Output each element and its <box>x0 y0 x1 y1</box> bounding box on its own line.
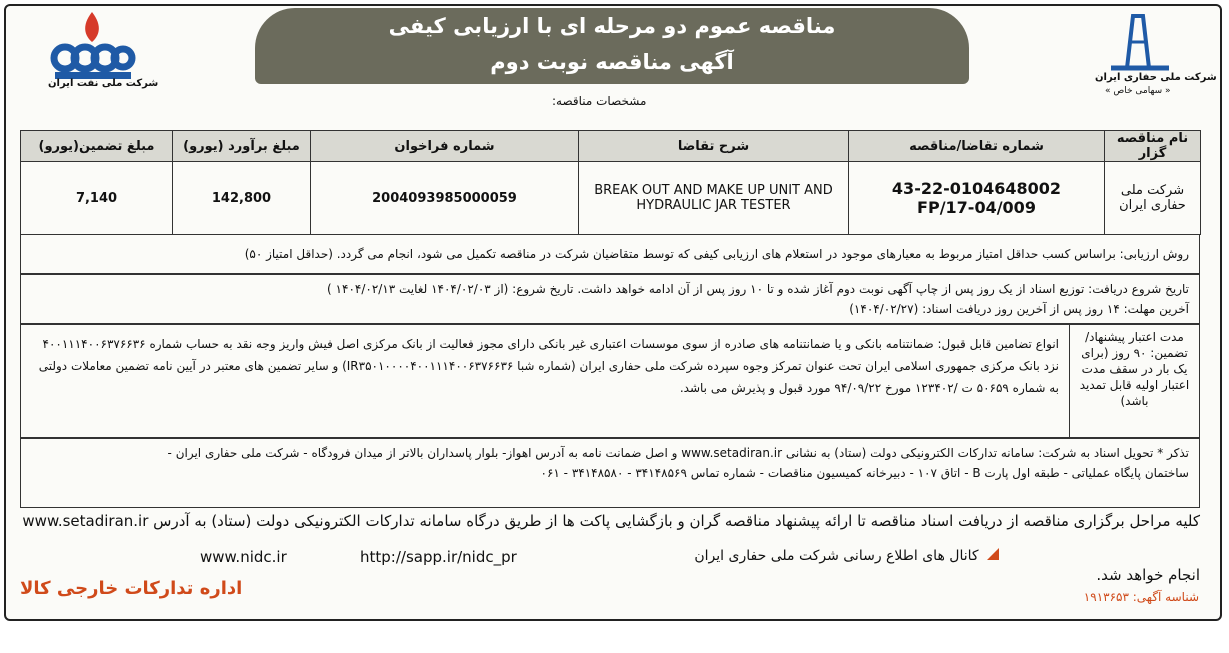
nidc-link[interactable]: www.nidc.ir <box>200 548 287 566</box>
header-call-no: شماره فراخوان <box>311 131 579 162</box>
guarantee-row <box>20 324 1200 438</box>
department-label: اداره تدارکات خارجی کالا <box>20 578 243 599</box>
guarantee-types: انواع تضامین قابل قبول: ضمانتنامه بانکی و یا ضمانتنامه های صادره از سوی موسسات اعتباری غیر بانکی دارای مجوز فعالیت از بانک مرکزی اصل فیش واریز وجه نقد به حساب شماره ۴۰۰۱۱۱۴۰۰۶۳۷۶۶۳۶ نزد بانک مرکزی جمهوری اسلامی ایران تحت عنوان تمرکز وجوه سپرده شرکت ملی حفاری ایران (شماره شبا IR۳۵۰۱۰۰۰۰۴۰۰۱۱۱۴۰۰۶۳۷۶۶۳۶) و سایر تضمین های معتبر در آیین نامه تضمین معاملات دولتی به شماره ۵۰۶۵۹ ت /۱۲۳۴۰۲ مورخ ۹۴/۰۹/۲۲ مورد قبول و پذیرش می باشد. <box>38 337 1059 395</box>
tender-table <box>20 130 1201 235</box>
title-line-2: آگهی مناقصه نوبت دوم <box>490 50 734 74</box>
channels-label <box>694 548 999 564</box>
header-estimate: مبلغ برآورد (یورو) <box>173 131 311 162</box>
cell-estimate: 142,800 <box>173 162 311 235</box>
request-no-1: 43-22-0104648002 <box>891 179 1062 198</box>
cell-request-no <box>849 162 1105 235</box>
cell-tenderer: شرکت ملی حفاری ایران <box>1105 162 1201 235</box>
evaluation-method: روش ارزیابی: براساس کسب حداقل امتیاز مربوط به معیارهای موجود در استعلام های ارزیابی کیفی که توسط متقاضیان شرکت در مناقصه تکمیل می شود، انجام می گردد. (حداقل امتیاز ۵۰) <box>20 234 1200 274</box>
header-description: شرح تقاضا <box>579 131 849 162</box>
dates-row <box>20 274 1200 324</box>
request-no-2: FP/17-04/009 <box>917 198 1036 217</box>
sapp-link[interactable]: http://sapp.ir/nidc_pr <box>360 548 517 566</box>
title-banner <box>255 8 969 84</box>
footer-line-2: انجام خواهد شد. <box>1096 566 1200 584</box>
header-tenderer: نام مناقصه گزار <box>1105 131 1201 162</box>
nidc-logo-caption-2: « سهامی خاص » <box>1105 86 1171 96</box>
cell-description: BREAK OUT AND MAKE UP UNIT AND HYDRAULIC JAR TESTER <box>579 162 849 235</box>
note-row <box>20 438 1200 508</box>
cell-call-no: 2004093985000059 <box>311 162 579 235</box>
footer-line-1: کلیه مراحل برگزاری مناقصه از دریافت اسناد مناقصه تا ارائه پیشنهاد مناقصه گران و بازگشایی پاکت ها از طریق درگاه سامانه تدارکات الکترونیکی دولت (ستاد) به آدرس www.setadiran.ir <box>22 512 1200 530</box>
nidc-logo-caption-1: شرکت ملی حفاری ایران <box>1095 72 1217 83</box>
arrow-icon <box>987 548 999 560</box>
cell-guarantee: 7,140 <box>21 162 173 235</box>
nioc-logo-caption: شرکت ملی نفت ایران <box>48 78 159 89</box>
title-line-1: مناقصه عموم دو مرحله ای با ارزیابی کیفی <box>388 14 836 38</box>
dates-line-1: تاریخ شروع دریافت: توزیع اسناد از یک روز پس از چاپ آگهی نوبت دوم آغاز شده و تا ۱۰ روز پس از آن ادامه خواهد داشت. تاریخ شروع: (از ۱۴۰۴/۰۲/۰۳ لغایت ۱۴۰۴/۰۲/۱۳ ) <box>327 282 1189 296</box>
channels-text: کانال های اطلاع رسانی شرکت ملی حفاری ایران <box>694 548 979 564</box>
validity-period: مدت اعتبار پیشنهاد/ تضمین: ۹۰ روز (برای یک بار در سقف مدت اعتبار اولیه قابل تمدید باشد) <box>1069 325 1199 437</box>
table-row <box>21 162 1201 235</box>
note-line-2: ساختمان پایگاه عملیاتی - طبقه اول پارت B - اتاق ۱۰۷ - دبیرخانه کمیسیون مناقصات - شماره تماس ۳۴۱۴۸۵۶۹ - ۳۴۱۴۸۵۸۰ - ۰۶۱ <box>540 466 1189 480</box>
header-request-no: شماره تقاضا/مناقصه <box>849 131 1105 162</box>
dates-line-2: آخرین مهلت: ۱۴ روز پس از آخرین روز دریافت اسناد: (۱۴۰۴/۰۲/۲۷) <box>849 302 1189 316</box>
header-guarantee: مبلغ تضمین(یورو) <box>21 131 173 162</box>
note-line-1: تذکر * تحویل اسناد به شرکت: سامانه تدارکات الکترونیکی دولت (ستاد) به نشانی www.setadiran.ir و اصل ضمانت نامه به آدرس اهواز- بلوار پاسداران بالاتر از میدان فرودگاه - شرکت ملی حفاری ایران - <box>167 446 1189 460</box>
ad-number: شناسه آگهی: ۱۹۱۳۶۵۳ <box>1083 590 1199 604</box>
table-header-row <box>21 131 1201 162</box>
specs-label: مشخصات مناقصه: <box>552 94 647 108</box>
